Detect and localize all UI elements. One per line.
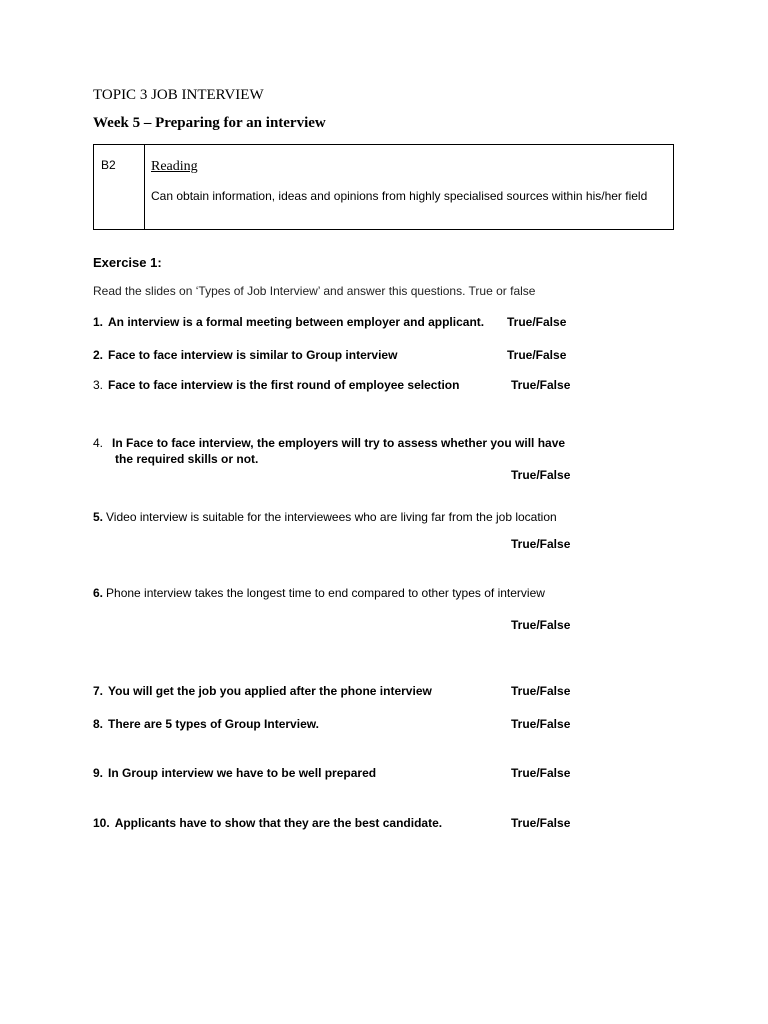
answer-label-2: True/False	[507, 348, 567, 362]
topic-title: TOPIC 3 JOB INTERVIEW	[93, 87, 264, 103]
question-number: 3.	[93, 378, 104, 392]
question-text: Face to face interview is similar to Group interview	[108, 348, 398, 362]
answer-label-1: True/False	[507, 315, 567, 329]
question-text: You will get the job you applied after the phone interview	[108, 684, 432, 698]
question-number: 2.	[93, 348, 104, 362]
question-5	[93, 510, 557, 524]
answer-label-9: True/False	[511, 766, 571, 780]
question-7	[93, 684, 432, 698]
question-number: 5.	[93, 510, 104, 524]
question-1	[93, 315, 484, 329]
question-text-line-1: In Face to face interview, the employers will try to assess whether you will have	[112, 436, 566, 450]
question-number: 8.	[93, 717, 104, 731]
question-number: 10.	[93, 816, 110, 830]
question-text: An interview is a formal meeting between employer and applicant.	[108, 315, 485, 329]
question-8	[93, 717, 319, 731]
question-number: 7.	[93, 684, 104, 698]
question-6	[93, 586, 545, 600]
question-number: 6.	[93, 586, 104, 600]
answer-label-3: True/False	[511, 378, 571, 392]
question-number: 4.	[93, 436, 104, 450]
exercise-title: Exercise 1:	[93, 255, 162, 270]
answer-label-5: True/False	[511, 537, 571, 551]
week-title: Week 5 – Preparing for an interview	[93, 115, 326, 131]
question-text: Video interview is suitable for the interviewees who are living far from the job location	[106, 510, 557, 524]
question-3	[93, 378, 459, 392]
question-text: Phone interview takes the longest time to end compared to other types of interview	[106, 586, 545, 600]
answer-label-8: True/False	[511, 717, 571, 731]
question-text: Face to face interview is the first round of employee selection	[108, 378, 460, 392]
question-number: 9.	[93, 766, 104, 780]
question-text: Applicants have to show that they are the best candidate.	[114, 816, 443, 830]
question-4	[93, 436, 565, 450]
answer-label-7: True/False	[511, 684, 571, 698]
question-9	[93, 766, 376, 780]
question-2	[93, 348, 397, 362]
outcome-description: Can obtain information, ideas and opinions from highly specialised sources within his/her field	[151, 189, 648, 203]
skill-label: Reading	[151, 159, 198, 174]
answer-label-6: True/False	[511, 618, 571, 632]
exercise-instruction: Read the slides on ‘Types of Job Interview’ and answer this questions. True or false	[93, 284, 536, 298]
question-number: 1.	[93, 315, 104, 329]
learning-outcome-box	[93, 144, 674, 230]
question-text-line-2: the required skills or not.	[115, 452, 259, 466]
answer-label-10: True/False	[511, 816, 571, 830]
question-text: In Group interview we have to be well prepared	[108, 766, 377, 780]
level-label: B2	[101, 158, 116, 172]
question-text: There are 5 types of Group Interview.	[108, 717, 319, 731]
question-10	[93, 816, 442, 830]
answer-label-4: True/False	[511, 468, 571, 482]
box-divider	[144, 145, 145, 229]
